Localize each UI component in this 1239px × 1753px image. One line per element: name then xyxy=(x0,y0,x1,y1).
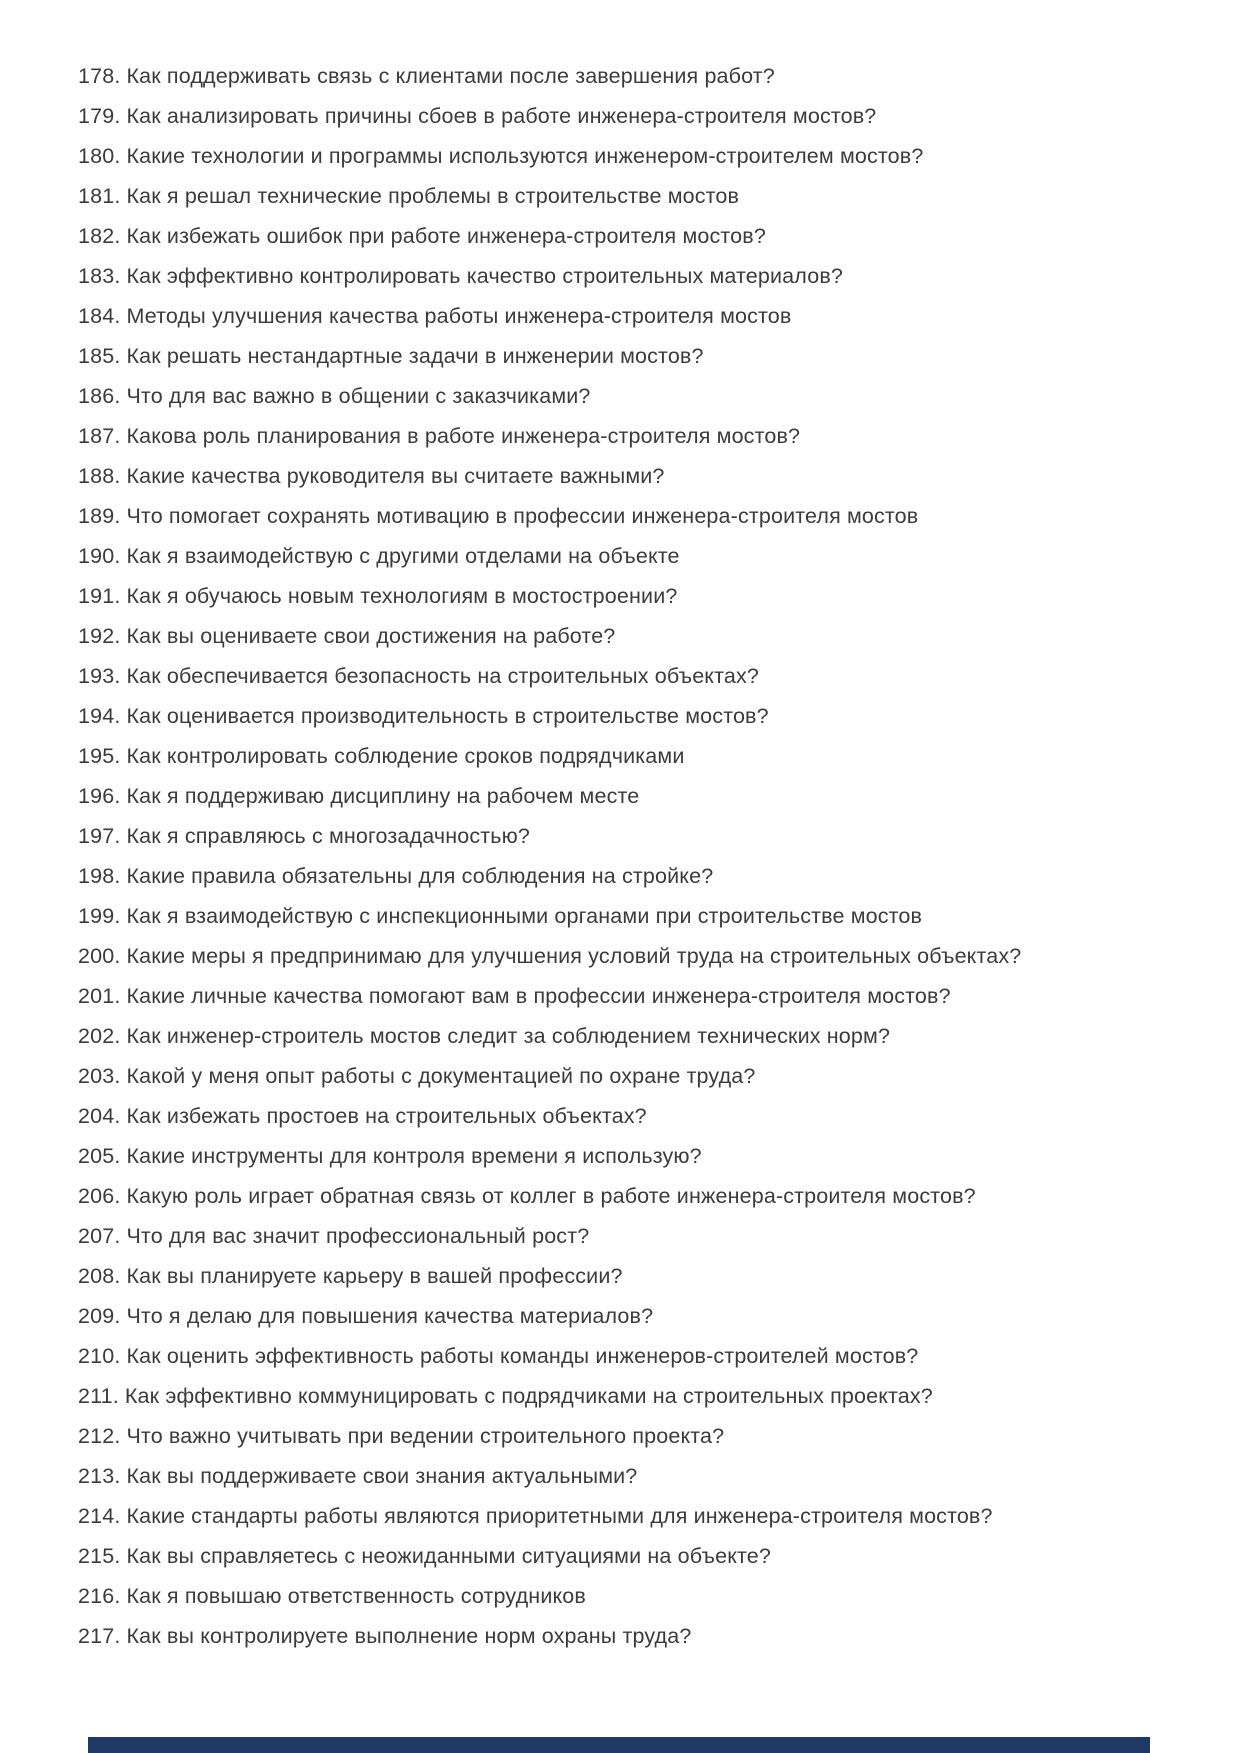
list-item xyxy=(78,1616,1208,1656)
item-text: Как оценить эффективность работы команды инженеров-строителей мостов? xyxy=(126,1344,919,1368)
list-item xyxy=(78,616,1208,656)
item-number: 181. xyxy=(78,184,121,208)
item-number: 214. xyxy=(78,1504,121,1528)
list-item xyxy=(78,1456,1208,1496)
list-item xyxy=(78,1176,1208,1216)
item-text: Как я повышаю ответственность сотрудников xyxy=(126,1584,586,1608)
list-item xyxy=(78,176,1208,216)
item-number: 179. xyxy=(78,104,121,128)
question-list xyxy=(78,56,1208,1656)
item-text: Что для вас значит профессиональный рост? xyxy=(126,1224,590,1248)
item-number: 200. xyxy=(78,944,121,968)
list-item xyxy=(78,56,1208,96)
item-text: Как эффективно коммуницировать с подрядчиками на строительных проектах? xyxy=(124,1384,933,1408)
item-text: Какие правила обязательны для соблюдения на стройке? xyxy=(126,864,714,888)
item-number: 192. xyxy=(78,624,121,648)
item-text: Какова роль планирования в работе инженера-строителя мостов? xyxy=(126,424,801,448)
list-item xyxy=(78,936,1208,976)
list-item xyxy=(78,136,1208,176)
item-number: 197. xyxy=(78,824,121,848)
item-number: 196. xyxy=(78,784,121,808)
list-item xyxy=(78,736,1208,776)
item-number: 184. xyxy=(78,304,121,328)
list-item xyxy=(78,256,1208,296)
item-text: Как вы справляетесь с неожиданными ситуациями на объекте? xyxy=(126,1544,771,1568)
item-number: 190. xyxy=(78,544,121,568)
item-text: Как анализировать причины сбоев в работе инженера-строителя мостов? xyxy=(126,104,877,128)
item-number: 193. xyxy=(78,664,121,688)
item-number: 205. xyxy=(78,1144,121,1168)
item-number: 212. xyxy=(78,1424,121,1448)
item-number: 206. xyxy=(78,1184,121,1208)
list-item xyxy=(78,1296,1208,1336)
list-item xyxy=(78,656,1208,696)
list-item xyxy=(78,96,1208,136)
item-number: 217. xyxy=(78,1624,121,1648)
list-item xyxy=(78,1056,1208,1096)
item-number: 178. xyxy=(78,64,121,88)
item-text: Как обеспечивается безопасность на строительных объектах? xyxy=(126,664,759,688)
item-number: 194. xyxy=(78,704,121,728)
item-text: Какую роль играет обратная связь от коллег в работе инженера-строителя мостов? xyxy=(126,1184,976,1208)
item-number: 185. xyxy=(78,344,121,368)
list-item xyxy=(78,1216,1208,1256)
list-item xyxy=(78,776,1208,816)
list-item xyxy=(78,1496,1208,1536)
item-number: 182. xyxy=(78,224,121,248)
list-item xyxy=(78,1096,1208,1136)
item-number: 201. xyxy=(78,984,121,1008)
item-text: Как эффективно контролировать качество строительных материалов? xyxy=(126,264,843,288)
item-number: 187. xyxy=(78,424,121,448)
item-text: Какие технологии и программы используются инженером-строителем мостов? xyxy=(126,144,924,168)
item-number: 208. xyxy=(78,1264,121,1288)
item-number: 210. xyxy=(78,1344,121,1368)
item-text: Как инженер-строитель мостов следит за соблюдением технических норм? xyxy=(126,1024,891,1048)
list-item xyxy=(78,856,1208,896)
item-text: Какие меры я предпринимаю для улучшения условий труда на строительных объектах? xyxy=(126,944,1022,968)
item-text: Как избежать простоев на строительных объектах? xyxy=(126,1104,647,1128)
item-text: Методы улучшения качества работы инженера-строителя мостов xyxy=(126,304,792,328)
item-text: Как я взаимодействую с инспекционными органами при строительстве мостов xyxy=(126,904,923,928)
list-item xyxy=(78,456,1208,496)
item-text: Как контролировать соблюдение сроков подрядчиками xyxy=(126,744,685,768)
list-item xyxy=(78,496,1208,536)
item-text: Как решать нестандартные задачи в инженерии мостов? xyxy=(126,344,704,368)
next-page-block-partial xyxy=(88,1737,1150,1753)
list-item xyxy=(78,896,1208,936)
item-text: Какой у меня опыт работы с документацией по охране труда? xyxy=(126,1064,756,1088)
item-text: Как я взаимодействую с другими отделами на объекте xyxy=(126,544,680,568)
item-text: Что для вас важно в общении с заказчиками? xyxy=(126,384,591,408)
item-text: Как вы оцениваете свои достижения на работе? xyxy=(126,624,616,648)
item-number: 180. xyxy=(78,144,121,168)
list-item xyxy=(78,976,1208,1016)
list-item xyxy=(78,536,1208,576)
list-item xyxy=(78,216,1208,256)
item-text: Как оценивается производительность в строительстве мостов? xyxy=(126,704,769,728)
list-item xyxy=(78,576,1208,616)
item-text: Как я справляюсь с многозадачностью? xyxy=(126,824,530,848)
item-number: 215. xyxy=(78,1544,121,1568)
item-number: 209. xyxy=(78,1304,121,1328)
item-text: Что я делаю для повышения качества материалов? xyxy=(126,1304,654,1328)
item-text: Как я решал технические проблемы в строительстве мостов xyxy=(126,184,740,208)
item-text: Что важно учитывать при ведении строительного проекта? xyxy=(126,1424,725,1448)
item-number: 203. xyxy=(78,1064,121,1088)
item-text: Как поддерживать связь с клиентами после завершения работ? xyxy=(126,64,775,88)
item-number: 202. xyxy=(78,1024,121,1048)
list-item xyxy=(78,1336,1208,1376)
list-item xyxy=(78,1016,1208,1056)
item-number: 186. xyxy=(78,384,121,408)
list-item xyxy=(78,336,1208,376)
item-number: 199. xyxy=(78,904,121,928)
item-text: Какие личные качества помогают вам в профессии инженера-строителя мостов? xyxy=(126,984,951,1008)
item-number: 191. xyxy=(78,584,121,608)
list-item xyxy=(78,1416,1208,1456)
item-text: Как вы контролируете выполнение норм охраны труда? xyxy=(126,1624,692,1648)
item-text: Как вы поддерживаете свои знания актуальными? xyxy=(126,1464,638,1488)
item-number: 204. xyxy=(78,1104,121,1128)
item-number: 211. xyxy=(78,1384,119,1408)
list-item xyxy=(78,816,1208,856)
item-number: 195. xyxy=(78,744,121,768)
item-number: 207. xyxy=(78,1224,121,1248)
item-text: Как избежать ошибок при работе инженера-строителя мостов? xyxy=(126,224,766,248)
item-text: Как я поддерживаю дисциплину на рабочем месте xyxy=(126,784,640,808)
list-item xyxy=(78,296,1208,336)
item-number: 216. xyxy=(78,1584,121,1608)
list-item xyxy=(78,376,1208,416)
item-number: 198. xyxy=(78,864,121,888)
list-item xyxy=(78,1136,1208,1176)
list-item xyxy=(78,1576,1208,1616)
list-item xyxy=(78,1256,1208,1296)
list-item xyxy=(78,696,1208,736)
list-item xyxy=(78,1376,1208,1416)
item-number: 188. xyxy=(78,464,121,488)
list-item xyxy=(78,1536,1208,1576)
item-text: Какие инструменты для контроля времени я использую? xyxy=(126,1144,702,1168)
item-number: 213. xyxy=(78,1464,121,1488)
item-text: Как я обучаюсь новым технологиям в мостостроении? xyxy=(126,584,678,608)
item-text: Что помогает сохранять мотивацию в профессии инженера-строителя мостов xyxy=(126,504,919,528)
item-text: Какие качества руководителя вы считаете важными? xyxy=(126,464,665,488)
item-text: Какие стандарты работы являются приоритетными для инженера-строителя мостов? xyxy=(126,1504,993,1528)
item-number: 189. xyxy=(78,504,121,528)
list-item xyxy=(78,416,1208,456)
item-number: 183. xyxy=(78,264,121,288)
item-text: Как вы планируете карьеру в вашей профессии? xyxy=(126,1264,623,1288)
